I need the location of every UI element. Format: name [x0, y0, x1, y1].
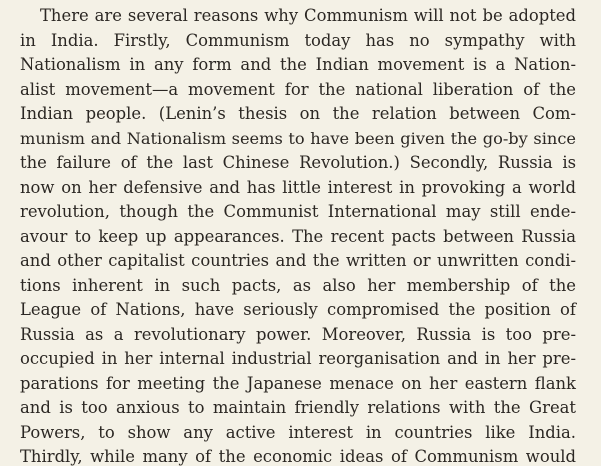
text-line: Thirdly, while many of the economic ideas of Communism would: [20, 447, 576, 466]
text-line: and is too anxious to maintain friendly relations with the Great: [20, 398, 576, 417]
text-line: occupied in her internal industrial reorganisation and in her pre-: [20, 349, 576, 368]
text-line: tions inherent in such pacts, as also her membership of the: [20, 275, 576, 295]
text-line: the failure of the last Chinese Revolution.) Secondly, Russia is: [20, 153, 576, 172]
text-line: in India. Firstly, Communism today has no sympathy with: [20, 30, 576, 50]
text-line: alist movement—a movement for the national liberation of the: [20, 79, 576, 99]
body-paragraph: [20, 4, 576, 466]
text-line: Indian people. (Lenin’s thesis on the relation between Com-: [20, 104, 576, 123]
text-line: avour to keep up appearances. The recent pacts between Russia: [20, 226, 576, 246]
text-line: now on her defensive and has little interest in provoking a world: [20, 177, 576, 197]
text-line: parations for meeting the Japanese menace on her eastern flank: [20, 373, 576, 393]
text-line: Russia as a revolutionary power. Moreover, Russia is too pre-: [20, 324, 576, 344]
text-line: revolution, though the Communist International may still ende-: [20, 202, 576, 221]
text-line: League of Nations, have seriously compromised the position of: [20, 300, 576, 319]
text-line: munism and Nationalism seems to have been given the go-by since: [20, 128, 576, 148]
text-line: Nationalism in any form and the Indian movement is a Nation-: [20, 55, 576, 74]
text-line: and other capitalist countries and the written or unwritten condi-: [20, 251, 576, 270]
text-line: Powers, to show any active interest in countries like India.: [20, 422, 576, 442]
text-line: There are several reasons why Communism will not be adopted: [40, 6, 576, 25]
